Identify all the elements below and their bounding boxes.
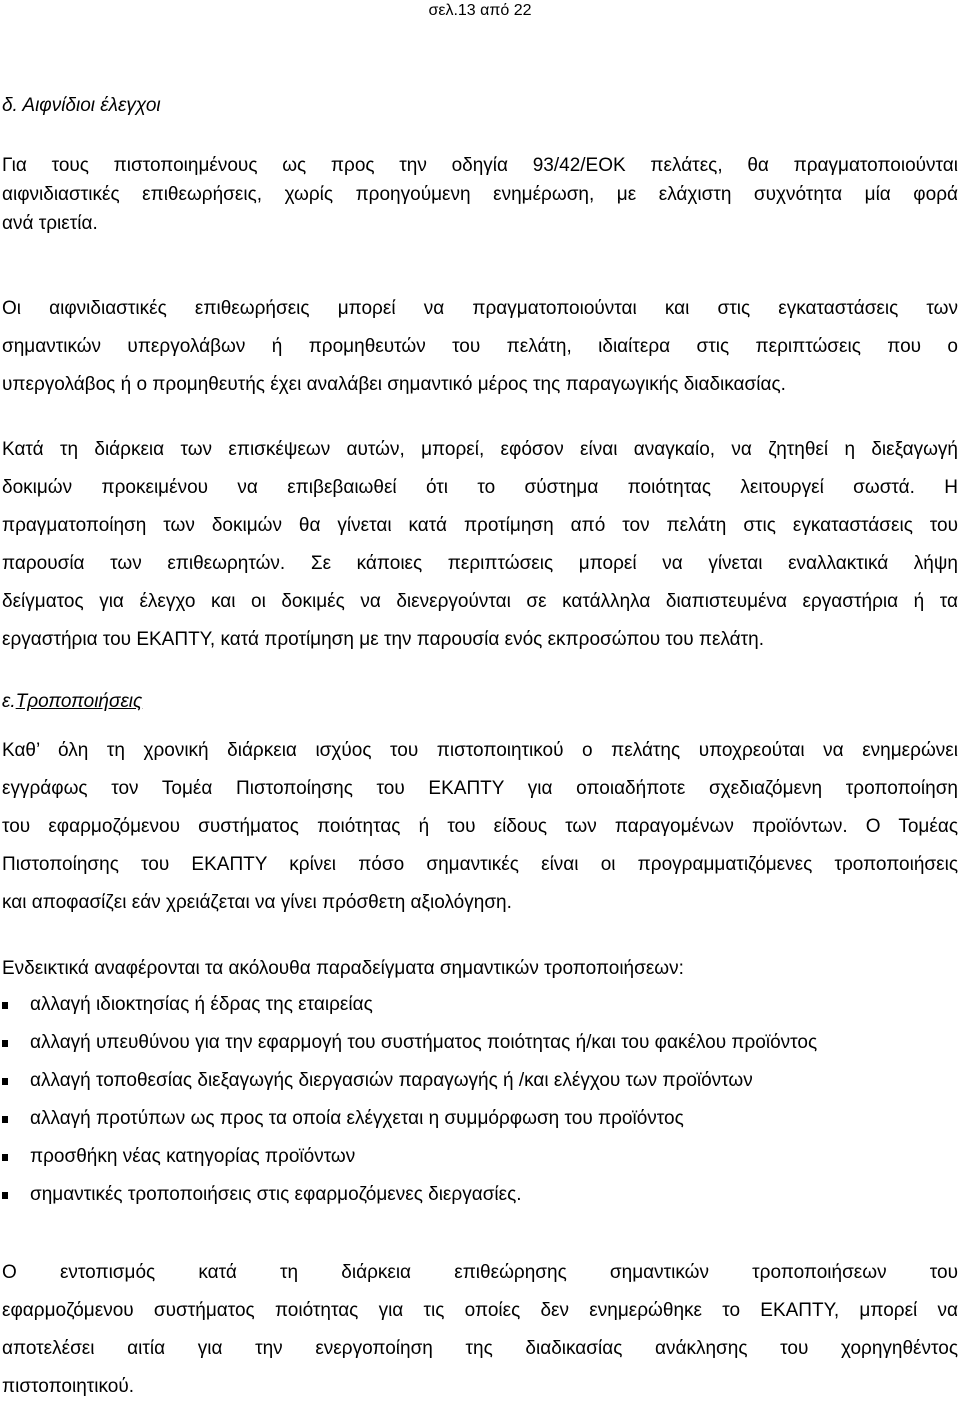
list-item-text: προσθήκη νέας κατηγορίας προϊόντων xyxy=(30,1146,356,1167)
list-item-text: αλλαγή ιδιοκτησίας ή έδρας της εταιρείας xyxy=(30,994,373,1015)
text-line: αιφνιδιαστικές επιθεωρήσεις, χωρίς προηγούμενη ενημέρωση, με ελάχιστη συχνότητα μία φορά xyxy=(2,184,958,205)
text-line: δοκιμών προκειμένου να επιβεβαιωθεί ότι το σύστημα ποιότητας λειτουργεί σωστά. Η xyxy=(2,477,958,498)
section-e-paragraph-2 xyxy=(2,1254,958,1406)
section-d-paragraph-1 xyxy=(2,151,958,238)
text-line: ανά τριετία. xyxy=(2,213,98,234)
page-indicator: σελ.13 από 22 xyxy=(428,2,532,19)
text-line: πραγματοποίηση των δοκιμών θα γίνεται κατά προτίμηση από τον πελάτη στις εγκαταστάσεις του xyxy=(2,515,958,536)
text-line: Ο εντοπισμός κατά τη διάρκεια επιθεώρησης σημαντικών τροποποιήσεων του xyxy=(2,1262,958,1283)
examples-list xyxy=(0,992,960,1220)
section-e-heading-title: Τροποποιήσεις xyxy=(15,691,143,712)
text-line: υπεργολάβος ή ο προμηθευτής έχει αναλάβει σημαντικό μέρος της παραγωγικής διαδικασίας. xyxy=(2,374,786,395)
text-line: εφαρμοζόμενου συστήματος ποιότητας για τις οποίες δεν ενημερώθηκε το ΕΚΑΠΤΥ, μπορεί να xyxy=(2,1300,958,1321)
list-item-text: αλλαγή τοποθεσίας διεξαγωγής διεργασιών παραγωγής ή /και ελέγχου των προϊόντων xyxy=(30,1070,753,1091)
square-bullet-icon xyxy=(2,1040,8,1047)
text-line: εργαστήρια του ΕΚΑΠΤΥ, κατά προτίμηση με την παρουσία ενός εκπροσώπου του πελάτη. xyxy=(2,629,764,650)
text-line: του εφαρμοζόμενου συστήματος ποιότητας ή του είδους των παραγομένων προϊόντων. Ο Τομέας xyxy=(2,816,958,837)
section-d-paragraph-2 xyxy=(2,290,958,404)
text-line: Κατά τη διάρκεια των επισκέψεων αυτών, μπορεί, εφόσον είναι αναγκαίο, να ζητηθεί η διεξαγωγή xyxy=(2,439,958,460)
list-item xyxy=(0,1030,960,1068)
text-line: δείγματος για έλεγχο και οι δοκιμές να διενεργούνται σε κατάλληλα διαπιστευμένα εργαστήρια ή τα xyxy=(2,591,958,612)
text-line: Για τους πιστοποιημένους ως προς την οδηγία 93/42/ΕΟΚ πελάτες, θα πραγματοποιούνται xyxy=(2,155,958,176)
list-item-text: αλλαγή υπευθύνου για την εφαρμογή του συστήματος ποιότητας ή/και του φακέλου προϊόντος xyxy=(30,1032,818,1053)
list-item-text: αλλαγή προτύπων ως προς τα οποία ελέγχεται η συμμόρφωση του προϊόντος xyxy=(30,1108,684,1129)
section-e-paragraph-1 xyxy=(2,732,958,922)
square-bullet-icon xyxy=(2,1078,8,1085)
section-e-heading-prefix: ε. xyxy=(2,691,16,712)
list-item xyxy=(0,1182,960,1220)
list-item xyxy=(0,1068,960,1106)
text-line: Ενδεικτικά αναφέρονται τα ακόλουθα παραδείγματα σημαντικών τροποποιήσεων: xyxy=(2,958,684,979)
text-line: Πιστοποίησης του ΕΚΑΠΤΥ κρίνει πόσο σημαντικές είναι οι προγραμματιζόμενες τροποποιήσεις xyxy=(2,854,958,875)
list-item xyxy=(0,992,960,1030)
square-bullet-icon xyxy=(2,1192,8,1199)
section-d-paragraph-3 xyxy=(2,431,958,659)
text-line: παρουσία των επιθεωρητών. Σε κάποιες περιπτώσεις μπορεί να γίνεται εναλλακτικά λήψη xyxy=(2,553,958,574)
text-line: Οι αιφνιδιαστικές επιθεωρήσεις μπορεί να πραγματοποιούνται και στις εγκαταστάσεις των xyxy=(2,298,958,319)
text-line: και αποφασίζει εάν χρειάζεται να γίνει πρόσθετη αξιολόγηση. xyxy=(2,892,512,913)
text-line: πιστοποιητικού. xyxy=(2,1376,135,1397)
text-line: αποτελέσει αιτία για την ενεργοποίηση της διαδικασίας ανάκλησης του χορηγηθέντος xyxy=(2,1338,958,1359)
section-e-examples-intro xyxy=(2,956,958,982)
text-line: Καθ’ όλη τη χρονική διάρκεια ισχύος του πιστοποιητικού ο πελάτης υποχρεούται να ενημερώνει xyxy=(2,740,958,761)
text-line: σημαντικών υπεργολάβων ή προμηθευτών του πελάτη, ιδιαίτερα στις περιπτώσεις που ο xyxy=(2,336,958,357)
list-item-text: σημαντικές τροποποιήσεις στις εφαρμοζόμενες διεργασίες. xyxy=(30,1184,522,1205)
square-bullet-icon xyxy=(2,1116,8,1123)
square-bullet-icon xyxy=(2,1154,8,1161)
text-line: εγγράφως τον Τομέα Πιστοποίησης του ΕΚΑΠΤΥ για οποιαδήποτε σχεδιαζόμενη τροποποίηση xyxy=(2,778,958,799)
square-bullet-icon xyxy=(2,1002,8,1009)
section-d-heading: δ. Αιφνίδιοι έλεγχοι xyxy=(2,95,161,116)
list-item xyxy=(0,1144,960,1182)
list-item xyxy=(0,1106,960,1144)
section-e-heading xyxy=(2,689,142,715)
